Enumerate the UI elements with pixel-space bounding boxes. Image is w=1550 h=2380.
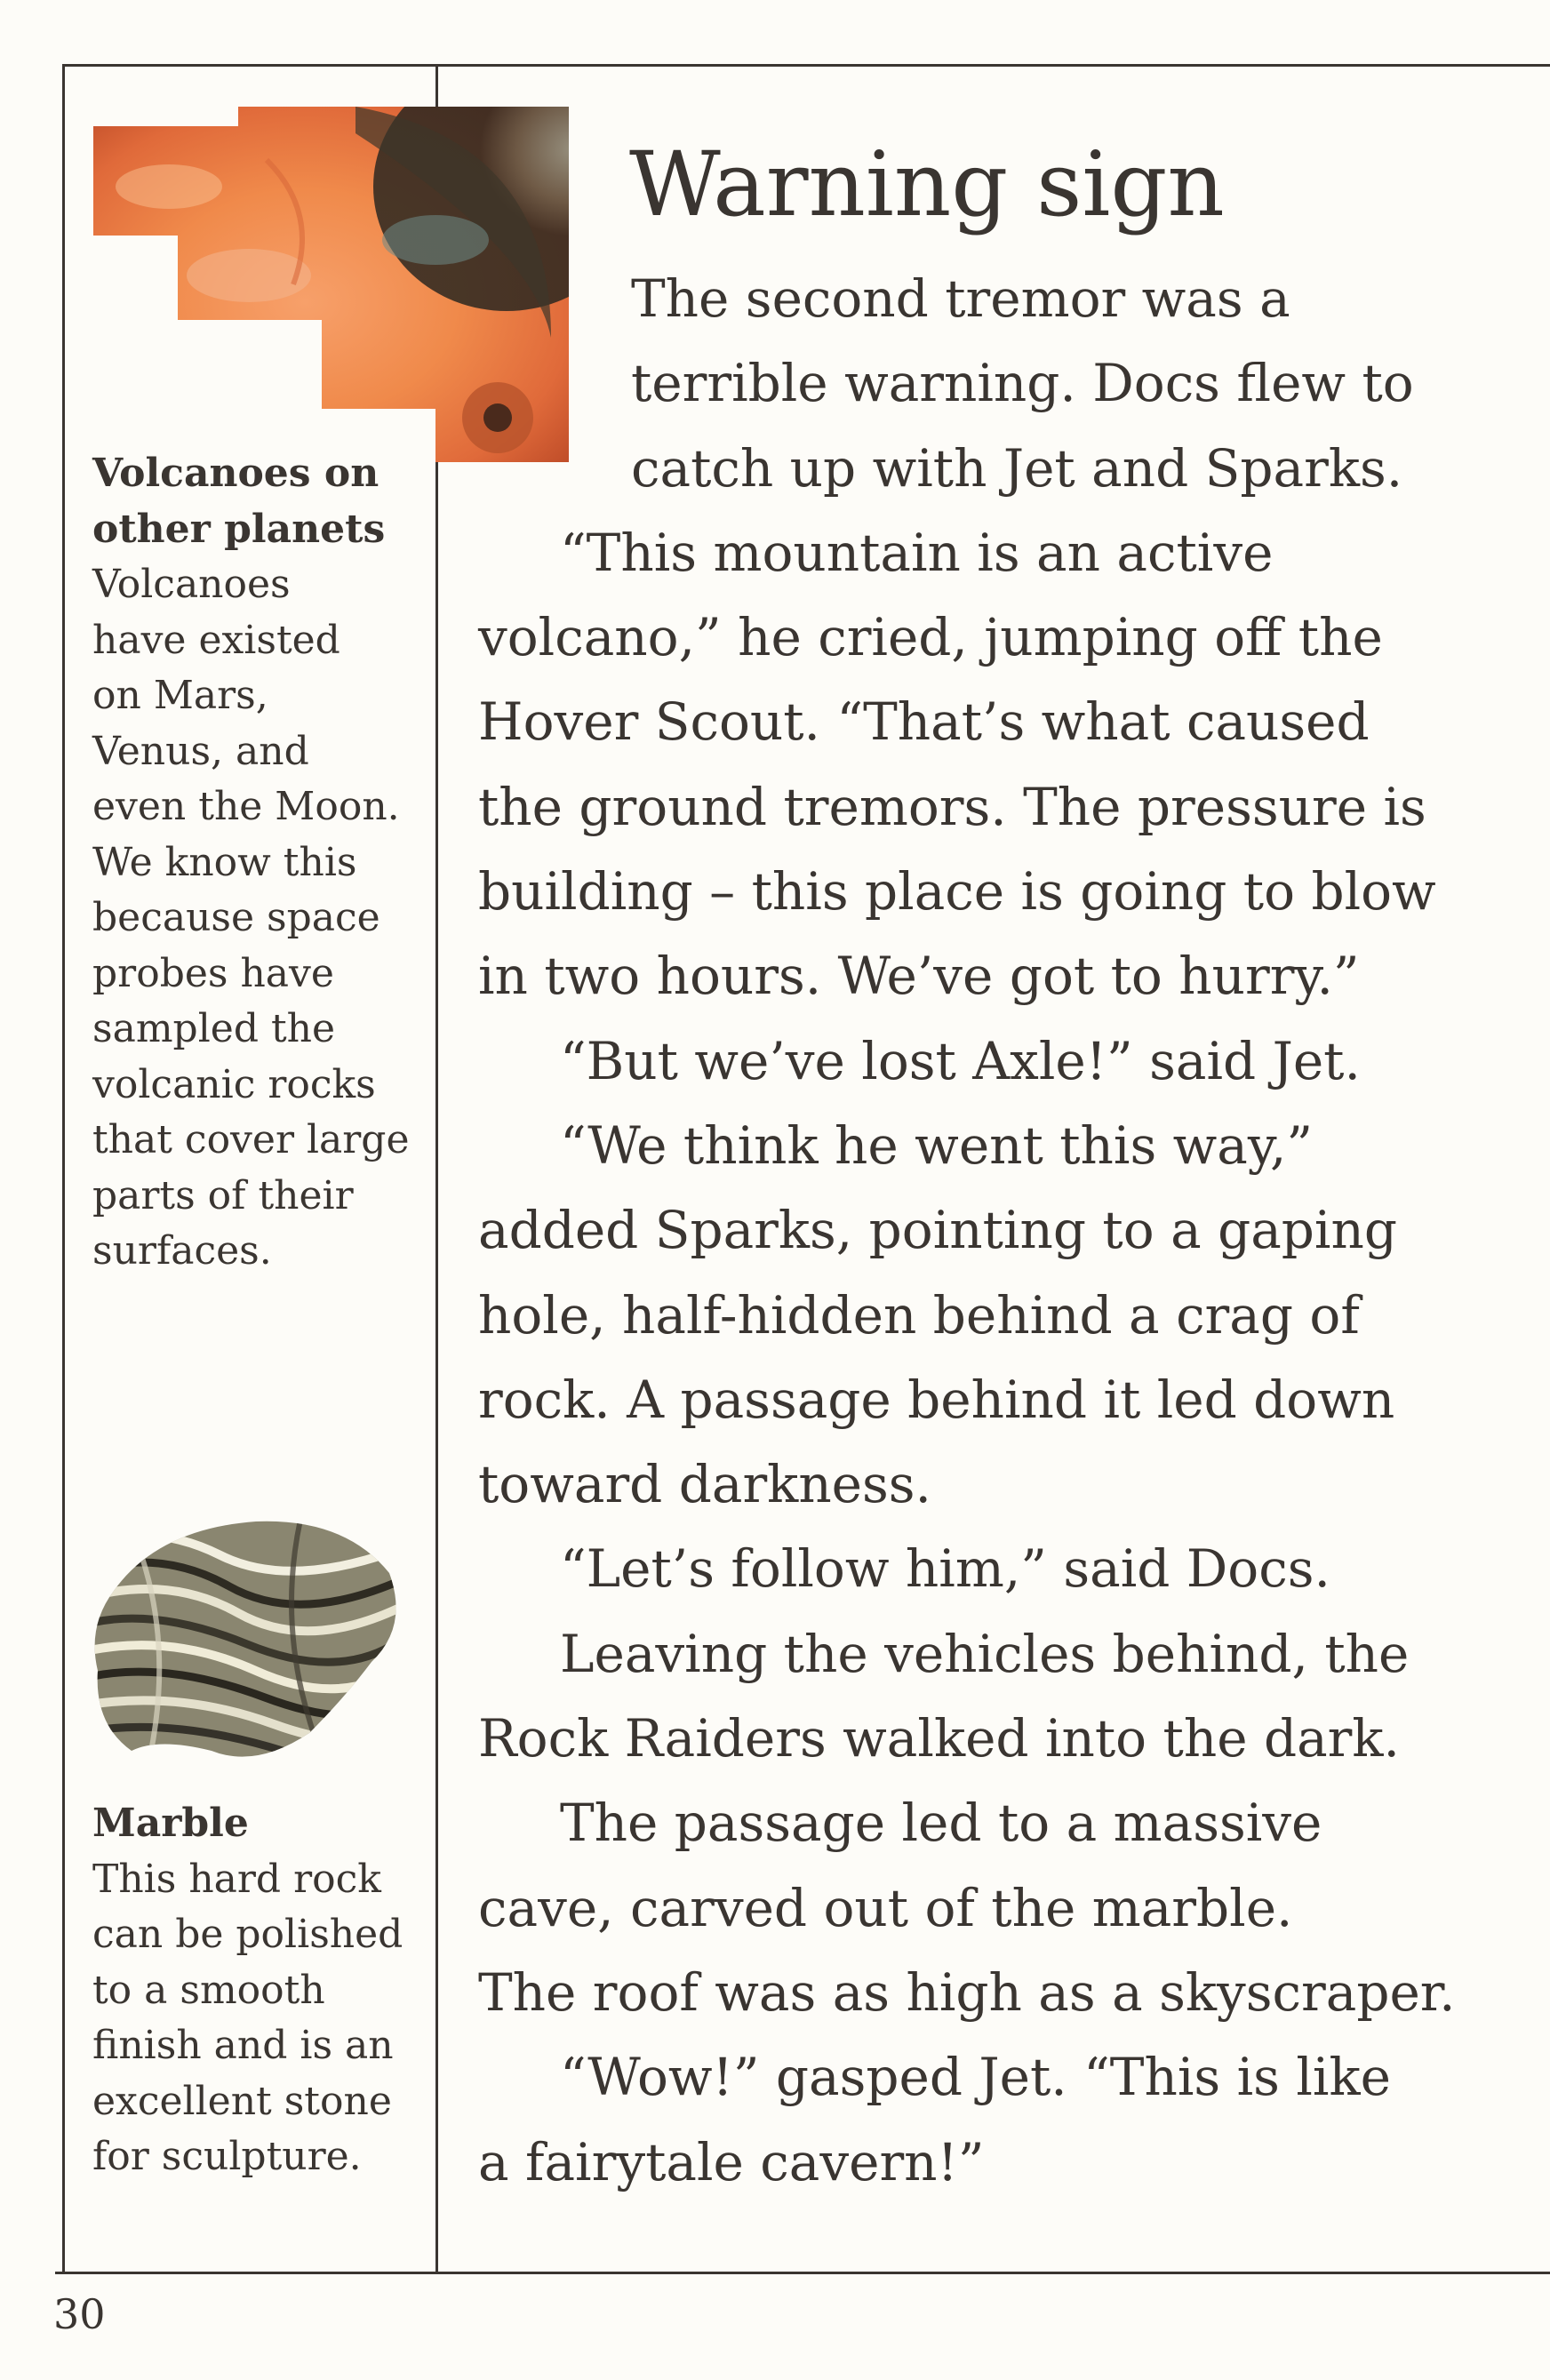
sidebar-volcanoes-text-line: We know this [92, 839, 357, 885]
story-line: the ground tremors. The pressure is [478, 776, 1426, 837]
story-line: catch up with Jet and Sparks. [631, 437, 1403, 499]
story-line: cave, carved out of the marble. [478, 1877, 1293, 1938]
story-title: Warning sign [629, 132, 1225, 236]
sidebar-marble-text-line: This hard rock [92, 1856, 381, 1902]
story-line: building – this place is going to blow [478, 861, 1436, 922]
sidebar-volcanoes-text-line: because space [92, 895, 380, 940]
story-line: terrible warning. Docs flew to [631, 353, 1414, 414]
sidebar-volcanoes-text-line: probes have [92, 950, 334, 996]
story-line: in two hours. We’ve got to hurry.” [478, 946, 1360, 1007]
story-line: The roof was as high as a skyscraper. [478, 1961, 1456, 2023]
sidebar-volcanoes-heading-line: Volcanoes on [92, 451, 380, 496]
story-line: The second tremor was a [631, 268, 1290, 329]
sidebar-marble-text-line: can be polished [92, 1912, 403, 1957]
sidebar-volcanoes-text-line: even the Moon. [92, 784, 400, 829]
sidebar-volcanoes-text-line: volcanic rocks [92, 1061, 376, 1107]
story-line: Hover Scout. “That’s what caused [478, 691, 1370, 753]
marble-rock-image [78, 1511, 407, 1769]
story-body [478, 257, 1536, 2205]
sidebar-marble-text-line: to a smooth [92, 1967, 325, 2013]
sidebar-volcanoes-text-line: have existed [92, 617, 340, 663]
story-line: rock. A passage behind it led down [478, 1369, 1395, 1430]
sidebar-volcanoes-text-line: on Mars, [92, 673, 268, 718]
story-line: added Sparks, pointing to a gaping [478, 1200, 1397, 1261]
sidebar-marble-text-line: for sculpture. [92, 2134, 362, 2179]
sidebar-volcanoes-text-line: parts of their [92, 1172, 354, 1218]
sidebar-volcanoes-heading-line: other planets [92, 506, 386, 552]
sidebar-volcanoes-text-line: surfaces. [92, 1228, 272, 1274]
sidebar-volcanoes-text-line: Venus, and [92, 728, 309, 774]
sidebar-marble-text-line: excellent stone [92, 2078, 392, 2124]
sidebar-volcanoes-text-line: Volcanoes [92, 562, 291, 607]
story-line: a fairytale cavern!” [478, 2131, 985, 2192]
frame-left-rule [62, 64, 65, 2274]
story-line: “Wow!” gasped Jet. “This is like [560, 2047, 1391, 2108]
story-line: toward darkness. [478, 1454, 931, 1515]
story-line: hole, half-hidden behind a crag of [478, 1284, 1360, 1346]
sidebar-marble-heading: Marble [92, 1801, 249, 1846]
story-line: Leaving the vehicles behind, the [560, 1623, 1410, 1684]
sidebar-volcanoes-caption [92, 446, 430, 1280]
story-line: volcano,” he cried, jumping off the [478, 607, 1383, 668]
sidebar-volcanoes-text-line: that cover large [92, 1117, 410, 1162]
frame-top-rule [62, 64, 1550, 67]
story-line: “But we’ve lost Axle!” said Jet. [560, 1030, 1361, 1091]
story-line: The passage led to a massive [560, 1793, 1322, 1854]
frame-bottom-rule [55, 2272, 1550, 2274]
page-number: 30 [53, 2290, 106, 2338]
story-line: “Let’s follow him,” said Docs. [560, 1538, 1330, 1600]
sidebar-marble-text-line: finish and is an [92, 2023, 394, 2068]
sidebar-marble-caption [92, 1796, 430, 2185]
sidebar-volcanoes-text-line: sampled the [92, 1006, 336, 1051]
story-line: Rock Raiders walked into the dark. [478, 1708, 1400, 1769]
story-line: “We think he went this way,” [560, 1114, 1314, 1176]
story-line: “This mountain is an active [560, 522, 1274, 583]
